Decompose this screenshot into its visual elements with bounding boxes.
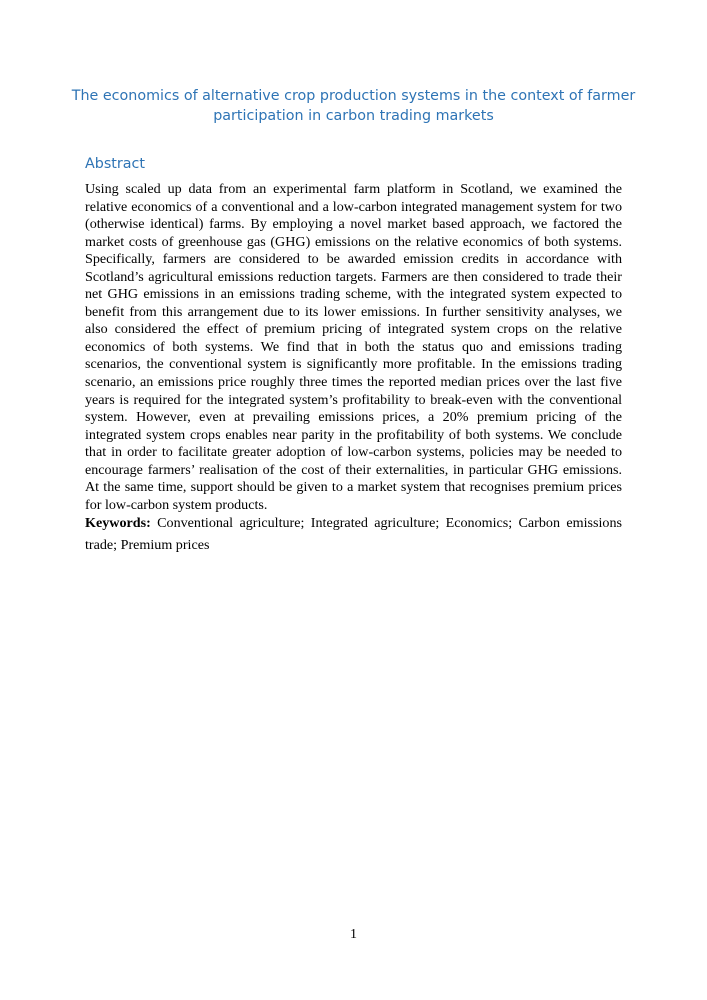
keywords-label: Keywords: <box>85 515 151 531</box>
paper-title: The economics of alternative crop production systems in the context of farmer participation in carbon trading markets <box>71 88 636 124</box>
keywords-section <box>85 512 622 556</box>
abstract-body: Using scaled up data from an experimental farm platform in Scotland, we examined the relative economics of a conventional and a low-carbon integrated management system for two (otherwise identical) farms. By employing a novel market based approach, we factored the market costs of greenhouse gas (GHG) emissions on the relative economics of both systems. Specifically, farmers are considered to be awarded emission credits in accordance with Scotland’s agricultural emissions reduction targets. Farmers are then considered to trade their net GHG emissions in an emissions trading scheme, with the integrated system expected to benefit from this arrangement due to its lower emissions. In further sensitivity analyses, we also considered the effect of premium pricing of integrated system crops on the relative economics of both systems. We find that in both the status quo and emissions trading scenarios, the conventional system is significantly more profitable. In the emissions trading scenario, an emissions price roughly three times the reported median prices over the last five years is required for the integrated system’s profitability to break-even with the conventional system. However, even at prevailing emissions prices, a 20% premium pricing of the integrated system crops enables near parity in the profitability of both systems. We conclude that in order to facilitate greater adoption of low-carbon systems, policies may be needed to encourage farmers’ realisation of the cost of their externalities, in particular GHG emissions. At the same time, support should be given to a market system that recognises premium prices for low-carbon system products. <box>85 181 622 513</box>
page-number: 1 <box>350 927 357 942</box>
keywords-list: Conventional agriculture; Integrated agriculture; Economics; Carbon emissions trade; Premium prices <box>85 515 622 553</box>
abstract-heading: Abstract <box>85 156 146 172</box>
